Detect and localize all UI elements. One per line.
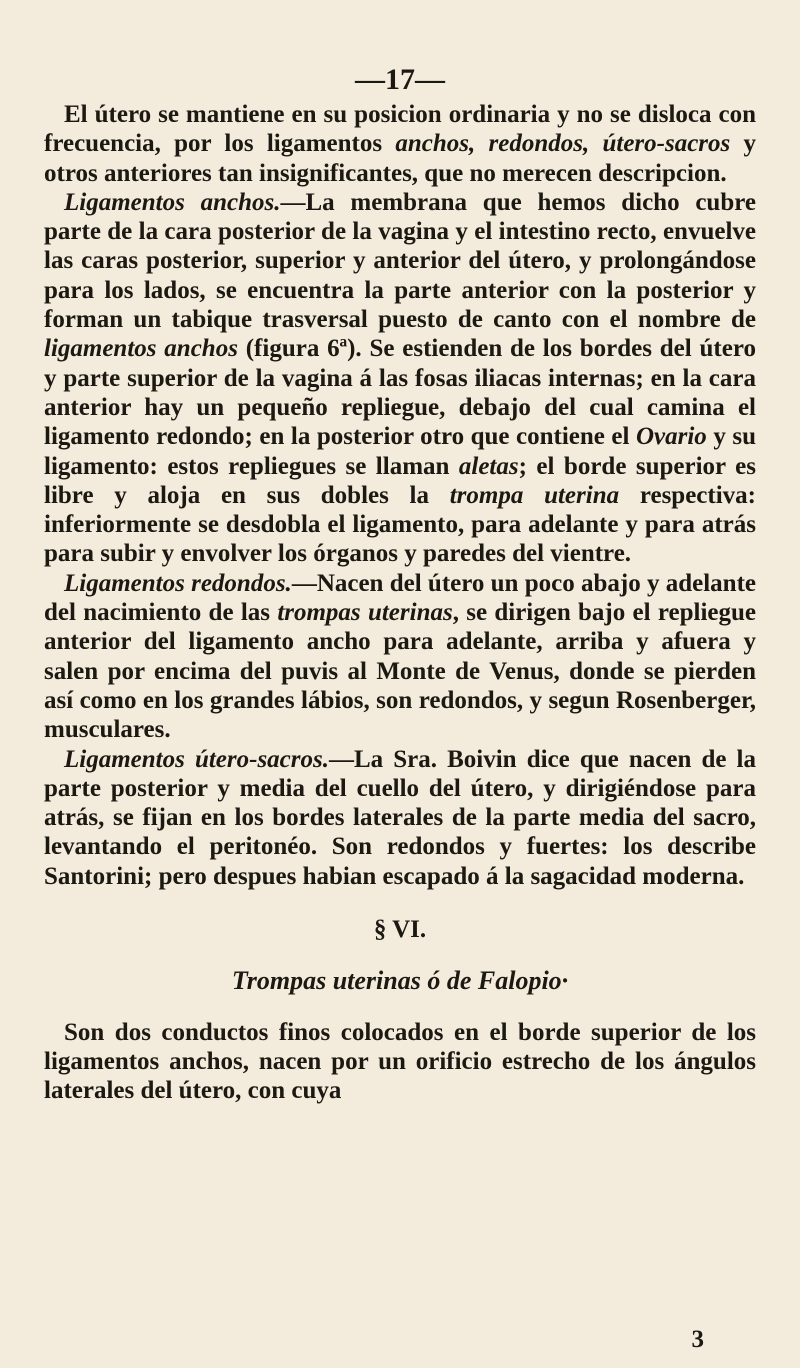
- redondos-text-b: , se dirigen bajo el repliegue anterior del ligamento ancho para adelante, arriba y afuera y salen por encima del puvis al Monte de Venus, donde se pierden así como en los grandes lábios, son redondos, y segun Rosenberger, musculares.: [44, 599, 756, 744]
- page-number: —17—: [355, 63, 445, 96]
- anchos-text-a: —La membrana que hemos dicho cubre parte de la cara posterior de la vagina y el intestino recto, envuelve las caras posterior, superior y anterior del útero, y prolongándose para los lados, se encuentra la parte anterior con la posterior y forman un tabique trasversal puesto de canto con el nombre de: [44, 188, 756, 334]
- trompas-paragraph: [44, 1018, 756, 1106]
- intro-text-a: El útero se mantiene en su posicion ordinaria y no se disloca con frecuencia, por los ligamentos: [44, 101, 756, 158]
- anchos-text-e: respectiva: inferiormente se desdobla el ligamento, para adelante y para atrás para subir y envolver los órganos y paredes del vientre.: [44, 481, 756, 568]
- anchos-term-3: aletas: [458, 452, 519, 480]
- intro-paragraph: [44, 100, 756, 188]
- redondos-paragraph: [44, 569, 756, 745]
- sacros-text-a: —La Sra. Boivin dice que nacen de la parte posterior y media del cuello del útero, y dirigiéndose para atrás, se fijan en los bordes laterales de la parte media del sacro, levantando el peritonéo. Son redondos y fuertes: los describe Santorini; pero despues habian escapado á la sagacidad moderna.: [44, 745, 756, 890]
- trompas-text-a: Son dos conductos finos colocados en el borde superior de los ligamentos anchos, nacen por un orificio estrecho de los ángulos laterales del útero, con cuya: [44, 1018, 756, 1105]
- intro-ligament-names: anchos, redondos, útero-sacros: [395, 130, 731, 158]
- anchos-text-d: ; el borde superior es libre y aloja en sus dobles la: [44, 452, 756, 509]
- sacros-paragraph: [44, 745, 756, 891]
- anchos-text-c: y su ligamento: estos repliegues se llaman: [44, 423, 756, 480]
- sacros-heading: Ligamentos útero-sacros.: [64, 745, 329, 773]
- section-mark: § VI.: [373, 916, 427, 944]
- signature-mark: 3: [691, 1326, 704, 1353]
- redondos-term-1: trompas uterinas: [277, 599, 453, 627]
- book-page: [44, 64, 756, 1354]
- intro-text-b: y otros anteriores tan insignificantes, que no merecen descripcion.: [44, 130, 757, 187]
- redondos-text-a: —Nacen del útero un poco abajo y adelante del nacimiento de las: [44, 569, 757, 627]
- redondos-heading: Ligamentos redondos.: [64, 569, 292, 597]
- anchos-text-b: (figura 6ª). Se estienden de los bordes del útero y parte superior de la vagina á las fosas iliacas internas; en la cara anterior hay un pequeño repliegue, debajo del cual camina el ligamento redondo; en la posterior otro que contiene el: [44, 335, 756, 451]
- anchos-paragraph: [44, 188, 756, 569]
- anchos-term-1: ligamentos anchos: [44, 335, 238, 363]
- anchos-heading: Ligamentos anchos.: [64, 188, 281, 216]
- anchos-term-4: trompa uterina: [449, 481, 620, 509]
- anchos-term-2: Ovario: [635, 423, 707, 451]
- section-title: Trompas uterinas ó de Falopio·: [231, 966, 569, 996]
